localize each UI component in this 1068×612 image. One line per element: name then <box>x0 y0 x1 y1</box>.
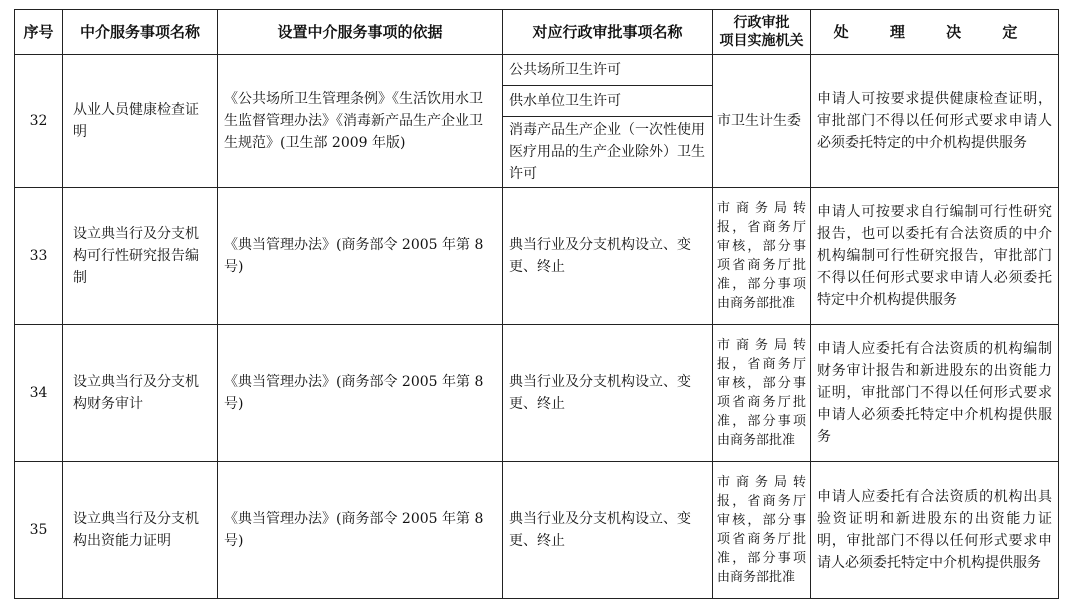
header-agency-line2: 项目实施机关 <box>719 33 804 49</box>
row-seq: 33 <box>15 188 63 325</box>
table-row <box>15 462 1059 599</box>
row-agency: 市商务局转报，省商务厅审核，部分事项省商务厅批准，部分事项由商务部批准 <box>713 462 811 599</box>
row-approval-item: 供水单位卫生许可 <box>503 86 713 117</box>
row-service-name: 设立典当行及分支机构可行性研究报告编制 <box>63 188 218 325</box>
row-decision: 申请人可按要求自行编制可行性研究报告，也可以委托有合法资质的中介机构编制可行性研究报告，审批部门不得以任何形式要求申请人必须委托特定中介机构提供服务 <box>811 188 1059 325</box>
row-basis: 《公共场所卫生管理条例》《生活饮用水卫生监督管理办法》《消毒新产品生产企业卫生规范》(卫生部 2009 年版) <box>218 55 503 188</box>
row-approval-item: 典当行业及分支机构设立、变更、终止 <box>503 462 713 599</box>
header-agency-line1: 行政审批 <box>733 15 790 31</box>
row-basis: 《典当管理办法》(商务部令 2005 年第 8 号) <box>218 188 503 325</box>
row-decision: 申请人可按要求提供健康检查证明，审批部门不得以任何形式要求申请人必须委托特定的中介机构提供服务 <box>811 55 1059 188</box>
header-decision: 处 理 决 定 <box>811 10 1059 55</box>
row-seq: 35 <box>15 462 63 599</box>
row-seq: 34 <box>15 325 63 462</box>
header-agency <box>713 10 811 55</box>
header-seq: 序号 <box>15 10 63 55</box>
row-agency: 市商务局转报，省商务厅审核，部分事项省商务厅批准，部分事项由商务部批准 <box>713 188 811 325</box>
row-approval-item: 消毒产品生产企业（一次性使用医疗用品的生产企业除外）卫生许可 <box>503 117 713 188</box>
table-row <box>15 325 1059 462</box>
row-agency: 市商务局转报，省商务厅审核，部分事项省商务厅批准，部分事项由商务部批准 <box>713 325 811 462</box>
row-approval-item: 典当行业及分支机构设立、变更、终止 <box>503 325 713 462</box>
row-approval-item: 典当行业及分支机构设立、变更、终止 <box>503 188 713 325</box>
table-row <box>15 188 1059 325</box>
header-row <box>15 10 1059 55</box>
row-decision: 申请人应委托有合法资质的机构编制财务审计报告和新进股东的出资能力证明，审批部门不得以任何形式要求申请人必须委托特定中介机构提供服务 <box>811 325 1059 462</box>
row-basis: 《典当管理办法》(商务部令 2005 年第 8 号) <box>218 325 503 462</box>
row-seq: 32 <box>15 55 63 188</box>
row-basis: 《典当管理办法》(商务部令 2005 年第 8 号) <box>218 462 503 599</box>
table-row <box>15 55 1059 86</box>
row-service-name: 设立典当行及分支机构财务审计 <box>63 325 218 462</box>
row-service-name: 设立典当行及分支机构出资能力证明 <box>63 462 218 599</box>
row-approval-item: 公共场所卫生许可 <box>503 55 713 86</box>
header-approval-item: 对应行政审批事项名称 <box>503 10 713 55</box>
row-decision: 申请人应委托有合法资质的机构出具验资证明和新进股东的出资能力证明，审批部门不得以任何形式要求申请人必须委托特定中介机构提供服务 <box>811 462 1059 599</box>
intermediary-services-table <box>14 9 1059 599</box>
header-service-name: 中介服务事项名称 <box>63 10 218 55</box>
row-service-name: 从业人员健康检查证明 <box>63 55 218 188</box>
row-agency: 市卫生计生委 <box>713 55 811 188</box>
header-basis: 设置中介服务事项的依据 <box>218 10 503 55</box>
